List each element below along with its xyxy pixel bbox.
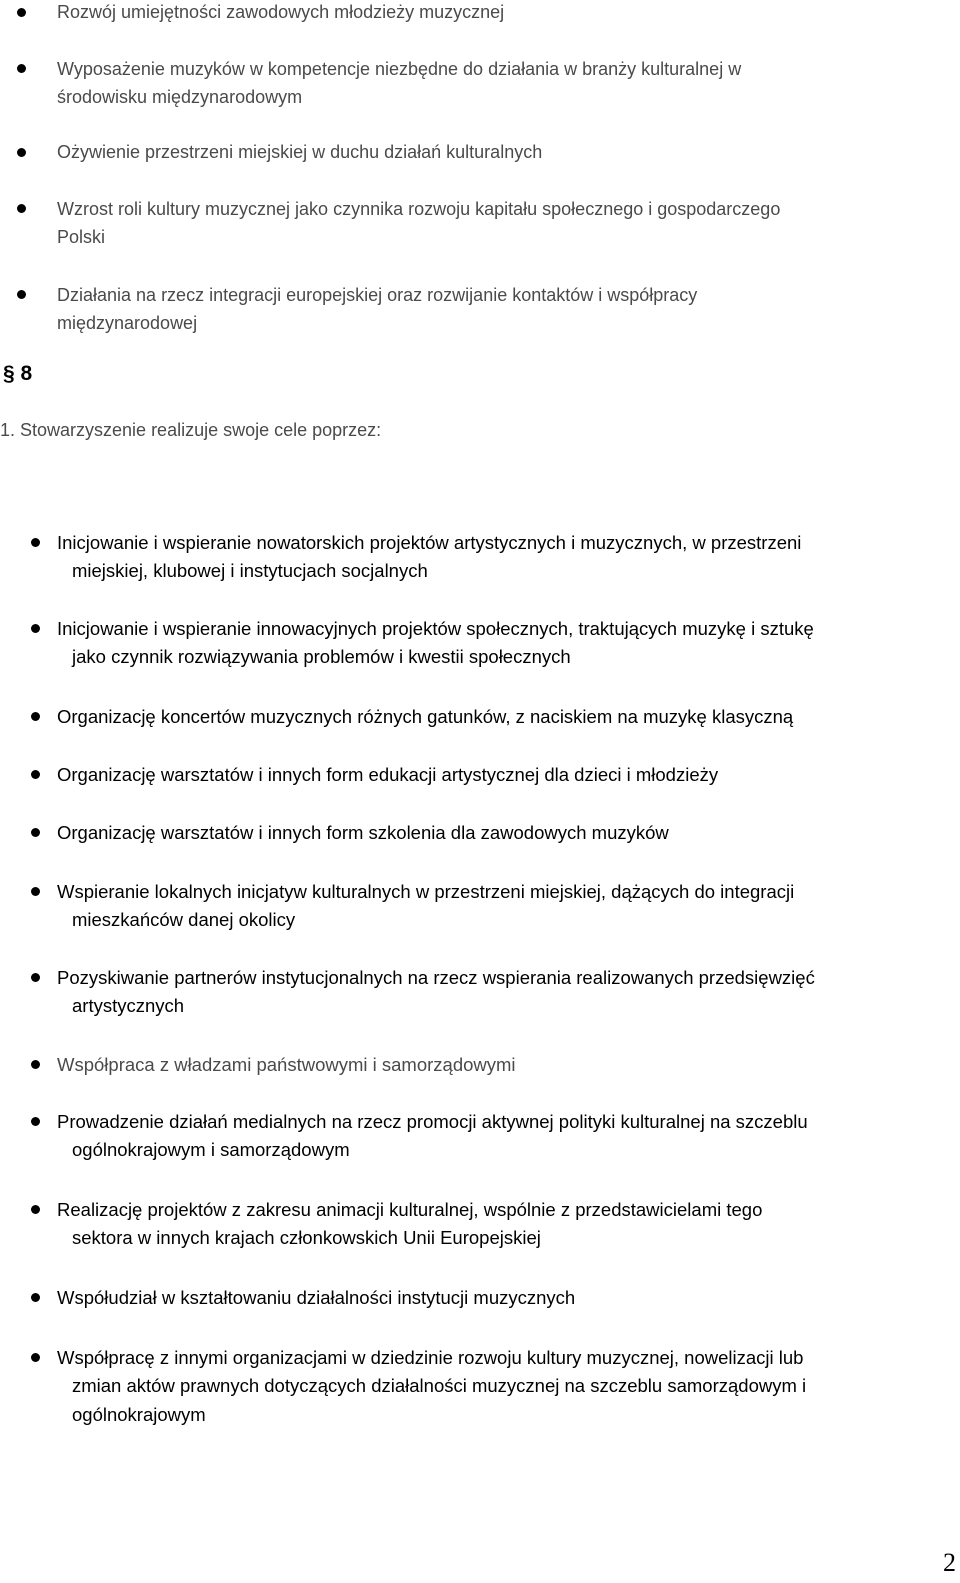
list-item-text: Wyposażenie muzyków w kompetencje niezbędne do działania w branży kulturalnej w (57, 59, 742, 79)
section-heading: § 8 (3, 362, 33, 385)
list-item-text: Organizację koncertów muzycznych różnych gatunków, z naciskiem na muzykę klasyczną (57, 706, 794, 727)
list-item-text: Organizację warsztatów i innych form szkolenia dla zawodowych muzyków (57, 822, 669, 843)
list-item-text-continued: ogólnokrajowym (72, 1404, 206, 1425)
bullet-icon (17, 8, 26, 17)
numbered-paragraph: 1. Stowarzyszenie realizuje swoje cele poprzez: (0, 420, 382, 440)
list-item-text-continued: artystycznych (72, 995, 185, 1016)
list-item-text-continued: sektora w innych krajach członkowskich Unii Europejskiej (72, 1227, 541, 1248)
list-item-text: Realizację projektów z zakresu animacji kulturalnej, wspólnie z przedstawicielami tego (57, 1199, 763, 1220)
list-item-text-continued: mieszkańców danej okolicy (72, 909, 296, 930)
list-item-text: Pozyskiwanie partnerów instytucjonalnych na rzecz wspierania realizowanych przedsięwzięć (57, 967, 815, 988)
list-item-text-continued: Polski (57, 227, 106, 247)
bullet-icon (31, 828, 40, 837)
list-item-text: Inicjowanie i wspieranie innowacyjnych projektów społecznych, traktujących muzykę i sztukę (57, 618, 814, 639)
list-item-text-continued: ogólnokrajowym i samorządowym (72, 1139, 350, 1160)
list-item-text: Inicjowanie i wspieranie nowatorskich projektów artystycznych i muzycznych, w przestrzeni (57, 532, 802, 553)
list-item-text: Wspieranie lokalnych inicjatyw kulturalnych w przestrzeni miejskiej, dążących do integracji (57, 881, 795, 902)
list-item-text: Współpracę z innymi organizacjami w dziedzinie rozwoju kultury muzycznej, nowelizacji lub (57, 1347, 804, 1368)
list-item-text-continued: międzynarodowej (57, 313, 198, 333)
bullet-icon (17, 64, 26, 73)
bullet-icon (31, 1353, 40, 1362)
bullet-icon (31, 1293, 40, 1302)
list-item-text-continued: zmian aktów prawnych dotyczących działalności muzycznej na szczeblu samorządowym i (72, 1375, 807, 1396)
list-item-text: Współpraca z władzami państwowymi i samorządowymi (57, 1054, 516, 1075)
bullet-icon (31, 770, 40, 779)
bullet-icon (31, 712, 40, 721)
bullet-icon (31, 887, 40, 896)
list-item-text-continued: środowisku międzynarodowym (57, 87, 303, 107)
list-item-text-continued: jako czynnik rozwiązywania problemów i kwestii społecznych (72, 646, 571, 667)
bullet-icon (17, 290, 26, 299)
bullet-icon (31, 624, 40, 633)
page-number: 2 (943, 1548, 956, 1577)
bullet-icon (17, 148, 26, 157)
list-item-text: Współudział w kształtowaniu działalności instytucji muzycznych (57, 1287, 576, 1308)
bullet-icon (31, 538, 40, 547)
list-item-text: Działania na rzecz integracji europejskiej oraz rozwijanie kontaktów i współpracy (57, 285, 698, 305)
list-item-text: Rozwój umiejętności zawodowych młodzieży muzycznej (57, 2, 505, 22)
bullet-icon (31, 973, 40, 982)
bullet-icon (31, 1060, 40, 1069)
list-item-text: Prowadzenie działań medialnych na rzecz promocji aktywnej polityki kulturalnej na szczeblu (57, 1111, 808, 1132)
list-item-text: Organizację warsztatów i innych form edukacji artystycznej dla dzieci i młodzieży (57, 764, 719, 785)
list-item-text-continued: miejskiej, klubowej i instytucjach socjalnych (72, 560, 428, 581)
bullet-icon (31, 1117, 40, 1126)
list-item-text: Wzrost roli kultury muzycznej jako czynnika rozwoju kapitału społecznego i gospodarczego (57, 199, 781, 219)
list-item-text: Ożywienie przestrzeni miejskiej w duchu działań kulturalnych (57, 142, 543, 162)
bullet-icon (17, 204, 26, 213)
bullet-icon (31, 1205, 40, 1214)
